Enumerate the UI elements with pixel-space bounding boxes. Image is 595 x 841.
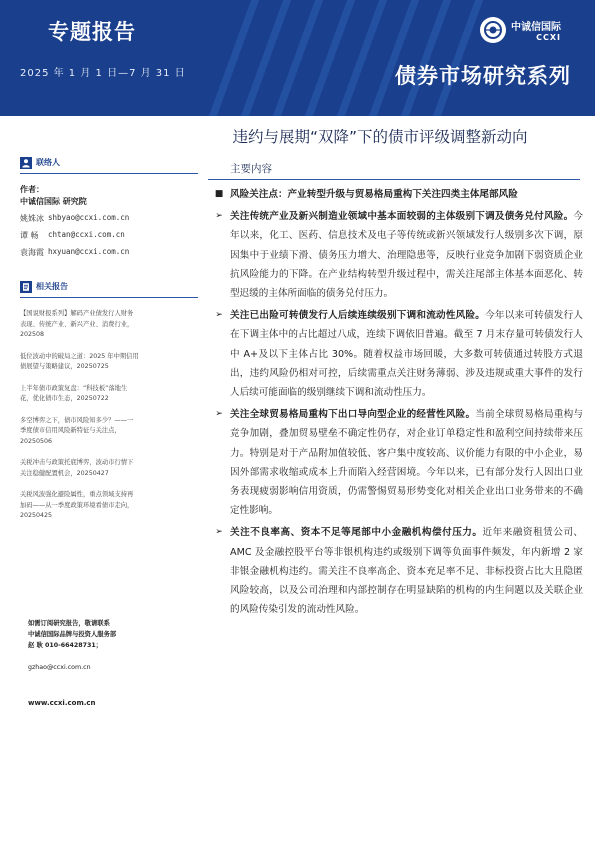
bullet-body-text: 今年以来可转债发行人在下调主体中的占比超过八成，连续下调依旧普遍。截至 7 月末存量可转债发行人中 A+及以下主体占比 30%。随着权益市场回暖，大多数可转债通过转股方式退出，违约风险仍相对可控，后续需重点关注财务薄弱、涉及违规或重大事件的发行人后续可能面临的级别继续下调和流动性压力。 <box>230 310 584 399</box>
author-row <box>20 213 198 224</box>
related-reports-label: 相关报告 <box>36 282 68 291</box>
logo-mark-icon <box>480 17 506 43</box>
bullet-item <box>208 207 583 303</box>
company-logo <box>480 14 580 46</box>
authors-org: 中诚信国际 研究院 <box>20 197 87 206</box>
report-type-badge: 专题报告 <box>48 20 136 44</box>
section-heading: 主要内容 <box>208 158 580 180</box>
related-reports-heading <box>20 276 198 298</box>
report-line: 上半年债市政策复盘：“科技板”落地生 <box>20 384 128 392</box>
bullet-body-text: 当前全球贸易格局重构与竞争加剧，叠加贸易壁垒不确定性仍存，对企业订单稳定性和盈利空间持续带来压力。特别是对于产品附加值较低、客户集中度较高、议价能力有限的中小企业，易因外部需求收缩或成本上升而陷入经营困境。今年以来，已有部分发行人因出口业务表现疲弱影响信用资质，仍需警惕贸易形势变化对相关企业出口业务带来的不确定性影响。 <box>230 409 584 517</box>
related-report-link[interactable] <box>20 416 198 448</box>
report-date-range: 2025 年 1 月 1 日—7 月 31 日 <box>20 68 186 79</box>
author-row <box>20 230 198 241</box>
report-line: 多空博弈之下，债市风险知多少？——一 <box>20 416 134 424</box>
sidebar <box>20 152 198 522</box>
report-line: 低位波动中的破局之道：2025 年中期信用 <box>20 352 139 360</box>
author-email[interactable]: shbyao@ccxi.com.cn <box>48 213 130 222</box>
report-line: 关税冲击与政策托底博弈，波动市行情下 <box>20 459 134 466</box>
logo-name-cn: 中诚信国际 <box>511 22 561 33</box>
report-line: 花，优化债市生态，20250722 <box>20 395 109 402</box>
main-content <box>208 185 583 619</box>
report-line: 关注稳健配置机会，20250427 <box>20 469 109 477</box>
series-title: 债券市场研究系列 <box>395 64 571 88</box>
author-row <box>20 247 198 258</box>
bullet-heading: 关注不良率高、资本不足等尾部中小金融机构偿付压力。 <box>230 527 483 539</box>
bullet-item <box>208 405 583 520</box>
document-icon <box>20 281 32 293</box>
contact-person-phone: 赵 耿 010-66428731； <box>28 642 103 649</box>
square-bullet-icon: ■ <box>214 189 224 199</box>
report-line: 20250425 <box>20 512 53 519</box>
bullet-heading: 关注已出险可转债发行人后续连续级别下调和流动性风险。 <box>230 310 486 322</box>
person-icon <box>20 157 32 169</box>
related-report-link[interactable] <box>20 384 198 405</box>
arrow-bullet-icon: ➢ <box>215 310 223 321</box>
related-report-link[interactable] <box>20 490 198 522</box>
report-line: 债展望与策略建议，20250725 <box>20 363 109 370</box>
bullet-body-text: 今年以来，化工、医药、信息技术及电子等传统或新兴领域发行人级别多次下调，原因集中于业绩下滑、债务压力增大、治理隐患等，反映行业竞争加剧下弱资质企业抗风险能力的下降。在产业结构转型升级过程中，需关注尾部主体基本面恶化、转型迟缓的主体所面临的债务兑付压力。 <box>230 211 583 300</box>
contacts-heading-label: 联络人 <box>36 158 60 167</box>
related-report-link[interactable] <box>20 309 198 341</box>
related-report-link[interactable] <box>20 458 198 479</box>
author-name: 姚姝冰 <box>20 214 44 223</box>
related-report-link[interactable] <box>20 352 198 373</box>
bullet-heading: 关注全球贸易格局重构下出口导向型企业的经营性风险。 <box>230 409 476 421</box>
author-name: 谭 畅 <box>20 231 39 240</box>
report-line: 季度债市信用风险新特征与关注点， <box>20 427 121 434</box>
report-line: 202508 <box>20 331 45 338</box>
authors-label: 作者： <box>20 185 44 194</box>
report-line: 关税风波强化避险属性，重点领域支持再 <box>20 491 134 498</box>
logo-name-en: CCXI <box>536 33 561 42</box>
report-title: 违约与展期“双降”下的债市评级调整新动向 <box>232 128 528 146</box>
author-email[interactable]: hxyuan@ccxi.com.cn <box>48 247 130 256</box>
subscribe-prompt: 如需订阅研究报告，敬请联系 <box>28 620 110 627</box>
report-line: 20250506 <box>20 437 53 445</box>
report-line: 表现、传统产业、新兴产业、消费行业， <box>20 320 134 328</box>
bullet-item <box>208 523 583 619</box>
author-name: 袁海霞 <box>20 248 44 257</box>
contacts-heading <box>20 152 198 174</box>
arrow-bullet-icon: ➢ <box>215 409 223 420</box>
report-header-band <box>0 0 595 116</box>
bullet-heading: 风险关注点：产业转型升级与贸易格局重构下关注四类主体尾部风险 <box>230 189 518 200</box>
report-line: 加码——从一季度政策环境看债市走向， <box>20 501 134 509</box>
author-email[interactable]: chtan@ccxi.com.cn <box>48 230 125 239</box>
arrow-bullet-icon: ➢ <box>215 527 223 538</box>
contact-email[interactable]: gzhao@ccxi.com.cn <box>28 664 91 671</box>
subscription-contact <box>28 618 198 707</box>
bullet-item <box>208 306 583 402</box>
bullet-body-text: 近年来融资租赁公司、AMC 及金融控股平台等非银机构违约或级别下调等负面事件频发，年内新增 2 家非银金融机构违约。需关注不良率高企、资本充足率不足、非标投资占比大且隐匿风险较高，以及公司治理和内部控制存在明显缺陷的机构的内生问题以及关联企业的风险传染引发的流动性风险。 <box>230 527 584 616</box>
company-website-link[interactable]: www.ccxi.com.cn <box>28 699 96 707</box>
arrow-bullet-icon: ➢ <box>215 211 223 222</box>
authors-block <box>20 184 198 258</box>
report-line: 【国说财报系列】解码产业债发行人财务 <box>20 310 134 317</box>
bullet-heading: 关注传统产业及新兴制造业领域中基本面较弱的主体级别下调及债务兑付风险。 <box>230 211 574 223</box>
contact-department: 中诚信国际品牌与投资人服务部 <box>28 631 117 638</box>
bullet-item <box>208 185 583 204</box>
